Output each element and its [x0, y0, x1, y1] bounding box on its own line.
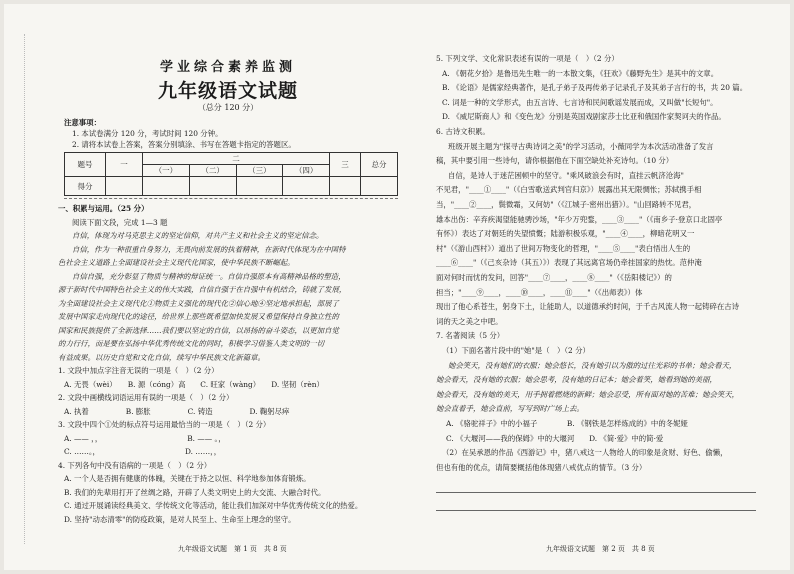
question-stem: 1. 文段中加点字注音无误的一项是（ ）（2 分）	[58, 366, 219, 375]
score-table-sub: （二）	[189, 165, 236, 177]
question-stem: （2）在吴承恩的作品《西游记》中，猪八戒这一人物给人的印象是贪财、好色、偷懒，	[442, 448, 728, 458]
score-table-header: 二	[143, 153, 330, 165]
score-cell	[361, 177, 398, 196]
section-divider	[64, 198, 398, 199]
score-table-sub: （三）	[236, 165, 283, 177]
notice-item: 1. 本试卷满分 120 分，考试时间 120 分钟。	[72, 129, 223, 138]
notice-item: 2. 请将本试卷上答案，答案分别填涂、书写在答题卡指定的答题区。	[72, 140, 296, 149]
passage-line: 有怀》）表达了对朝廷的失望愤慨；陆游积极乐观，"____④____，柳暗花明又一	[436, 229, 695, 239]
exam-sheet	[4, 4, 790, 570]
passage-line: 当，"____②____，鬓微霜，又何妨"（《江城子·密州出猎》）。"山回路转不见君，	[436, 200, 697, 209]
passage-line: 自信，作为一种很重自身努力，无畏向前发展的执着精神，在新时代体现为在中国特	[72, 244, 346, 254]
question-stem: （1）下面名著片段中的"她"是（ ）（2 分）	[442, 346, 590, 355]
question-option: C. 通过开展诵读经典美文、学传统文化等活动，能让我们加深对中华优秀传统文化的热爱。	[64, 501, 363, 510]
passage-line: 自信，是诗人于迷茫困顿中的坚守。"乘风破浪会有时，直挂云帆济沧海"	[448, 170, 684, 180]
answer-line	[436, 492, 756, 493]
passage-line: 面对何时而忧的发问，回答"____⑦____，____⑧____"（《岳阳楼记》）的	[436, 273, 672, 282]
score-cell	[189, 177, 236, 196]
passage-line: 不见君，"____①____"（《白雪歌送武判官归京》）展露出其无限惆怅；苏轼携手相	[436, 185, 702, 195]
answer-line	[436, 510, 756, 511]
score-table-header: 一	[106, 153, 143, 177]
passage-line: 担当；"____⑨____，____⑩____，____⑪____"（《出师表》）体	[436, 287, 643, 297]
page-right	[436, 4, 762, 570]
section-heading: 一、积累与运用。（25 分）	[58, 204, 149, 213]
exam-header: 学业综合素养监测	[159, 60, 296, 75]
excerpt-line: 她会直着手，她会直前，写写到时广场上去。	[436, 404, 584, 414]
score-cell	[106, 177, 143, 196]
question-stem: 但也有他的优点，请简要概括他体现猪八戒优点的情节。（3 分）	[436, 462, 647, 472]
question-option: A. —— ，， B. —— 。，	[64, 433, 226, 443]
passage-line: 自信，体现为对马克思主义的坚定信仰，对共产主义和社会主义的坚定信念。	[72, 231, 324, 240]
score-cell	[330, 177, 361, 196]
question-option: B. 《论语》是儒家经典著作，是孔子弟子及再传弟子记录孔子及其弟子言行的书，共 20 篇。	[442, 83, 748, 93]
score-table	[64, 152, 398, 196]
total-score-note: （总分 120 分）	[197, 103, 259, 112]
question-stem: 5. 下列文学、文化常识表述有误的一项是（ ）（2 分）	[436, 54, 619, 63]
question-stem: 4. 下列各句中没有语病的一项是（ ）（2 分）	[58, 460, 212, 470]
question-option: A. 《骆驼祥子》中的小福子 B. 《钢铁是怎样炼成的》中的冬妮娅	[446, 419, 688, 428]
question-option: C. 词是一种的文学形式，由五言诗、七言诗和民间歌谣发展而成，又叫做"长短句"。	[442, 97, 718, 107]
question-stem: 7. 名著阅读（5 分）	[436, 331, 505, 341]
question-option: A. 无畏（wèi） B. 源（cóng）高 C. 旺家（wàng） D. 坚韧（rèn）	[64, 379, 324, 389]
passage-line: 班级开展主题为"探寻古典诗词之美"的学习活动，小薇同学为本次活动准备了发言	[448, 141, 714, 151]
passage-line: 色社会主义道路上全面建设社会主义现代化国家，使中华民族不断崛起。	[58, 258, 295, 267]
question-stem: 6. 古诗文积累。	[436, 127, 490, 136]
score-table-header: 总分	[361, 153, 398, 177]
question-option: C. ……。， D. ……，，	[64, 447, 222, 456]
passage-line: 雄本出伤：辛弃疾渴望能驰骋沙场，"年少万兜鍪，____③____"（《南乡子·登京口北固亭	[436, 214, 723, 224]
excerpt-line: 她会看天，没有她的衣服；她会思考，没有她的日记本；她会着笑，她看到她的美丽，	[436, 375, 717, 385]
passage-line: 发展中国家走向现代化的途径，给世界上那些既希望加快发展又希望保持自身独立性的	[58, 312, 339, 321]
passage-line: 词的天之美之中吧。	[436, 316, 503, 326]
question-option: B. 我们的先辈用打开了丝绸之路，开辟了人类文明史上的大交流、大融合时代。	[64, 487, 326, 497]
score-table-sub: （四）	[283, 165, 330, 177]
score-table-label: 得分	[65, 177, 106, 196]
passage-line: 村"（《游山西村》）道出了世间万物变化的哲理，"____⑤____"表白悟出人生的	[436, 243, 691, 253]
passage-line: 现出了他心系苍生，躬身下土，让能助人，以道德承约时间，于千古风流人物一起铸碎在古诗	[436, 302, 740, 312]
score-cell	[143, 177, 190, 196]
passage-line: 的力行行，而是要在弘扬中华优秀传统文化的同时，积极学习借鉴人类文明的一切	[58, 339, 325, 348]
question-option: A. 执着 B. 膨胀 C. 铸造 D. 鞠躬尽瘁	[64, 406, 290, 416]
question-option: C. 《大堰河——我的保姆》中的大堰河 D. 《简·爱》中的简·爱	[446, 433, 664, 443]
exam-title: 九年级语文试题	[157, 80, 298, 102]
passage-line: 源于新时代中国特色社会主义的伟大实践，自信自强于在自强中有机结合，铸就了发展，	[58, 285, 347, 294]
score-cell	[236, 177, 283, 196]
question-option: A. 《朝花夕拾》是鲁迅先生唯一的一本散文集，《狂欢》《藤野先生》是其中的文章。	[442, 68, 719, 78]
question-option: D. 《威尼斯商人》和《变色龙》分别是英国戏剧家莎士比亚和俄国作家契诃夫的作品。	[442, 112, 726, 122]
passage-line: ____⑥____"（《己亥杂诗（其五）》）表现了其远离官场仍牵挂国家的热忱。范仲淹	[436, 258, 702, 268]
score-table-header: 三	[330, 153, 361, 177]
page-footer: 九年级语文试题 第 2 页 共 8 页	[546, 545, 655, 553]
score-table-sub: （一）	[143, 165, 190, 177]
excerpt-line: 她会笑天，没有她们的衣服；她会悠长，没有她引以为傲的过往光彩的书单；她会看天，	[448, 360, 737, 370]
question-stem: 2. 文段中画横线词语运用有误的一项是（ ）（2 分）	[58, 393, 234, 402]
excerpt-line: 她会看天，没有她的美天，用手拥着燃烧的新鲜；她会忍受，所有面对她的苦难；她会笑天，	[436, 389, 740, 399]
passage-line: 稿，其中要引用一些诗句，请你根据他在下面空缺处补充诗句。（10 分）	[436, 156, 674, 166]
passage-line: 自信自强，充分彰显了物质与精神的辩证统一。自信自强原本有高精神品格的塑造，	[72, 271, 346, 281]
passage-instruction: 阅读下面文段，完成 1—3 题	[72, 217, 168, 227]
page-footer: 九年级语文试题 第 1 页 共 8 页	[178, 545, 287, 553]
passage-line: 国家和民族提供了全新选择……我们要以坚定的自信，以昂扬的奋斗姿态，以更加自觉	[58, 325, 339, 335]
question-option: D. 坚持"动态清零"的防疫政策，是对人民至上、生命至上理念的坚守。	[64, 514, 296, 524]
binding-line	[24, 34, 25, 544]
score-cell	[283, 177, 330, 196]
notice-title: 注意事项：	[64, 118, 101, 127]
passage-line: 为全面建设社会主义现代化①物质主义强化的现代化②信心地④坚定地承担起，部展了	[58, 298, 339, 308]
score-table-header: 题号	[65, 153, 106, 177]
question-option: A. 一个人是否拥有健康的体魄，关键在于持之以恒、科学地参加体育锻炼。	[64, 474, 311, 483]
passage-line: 有益成果。以历史自觉和文化自信，续写中华民族文化新篇章。	[58, 352, 265, 362]
page-left	[58, 4, 398, 570]
question-stem: 3. 文段中四个①处的标点符号运用最恰当的一项是（ ）（2 分）	[58, 420, 271, 429]
